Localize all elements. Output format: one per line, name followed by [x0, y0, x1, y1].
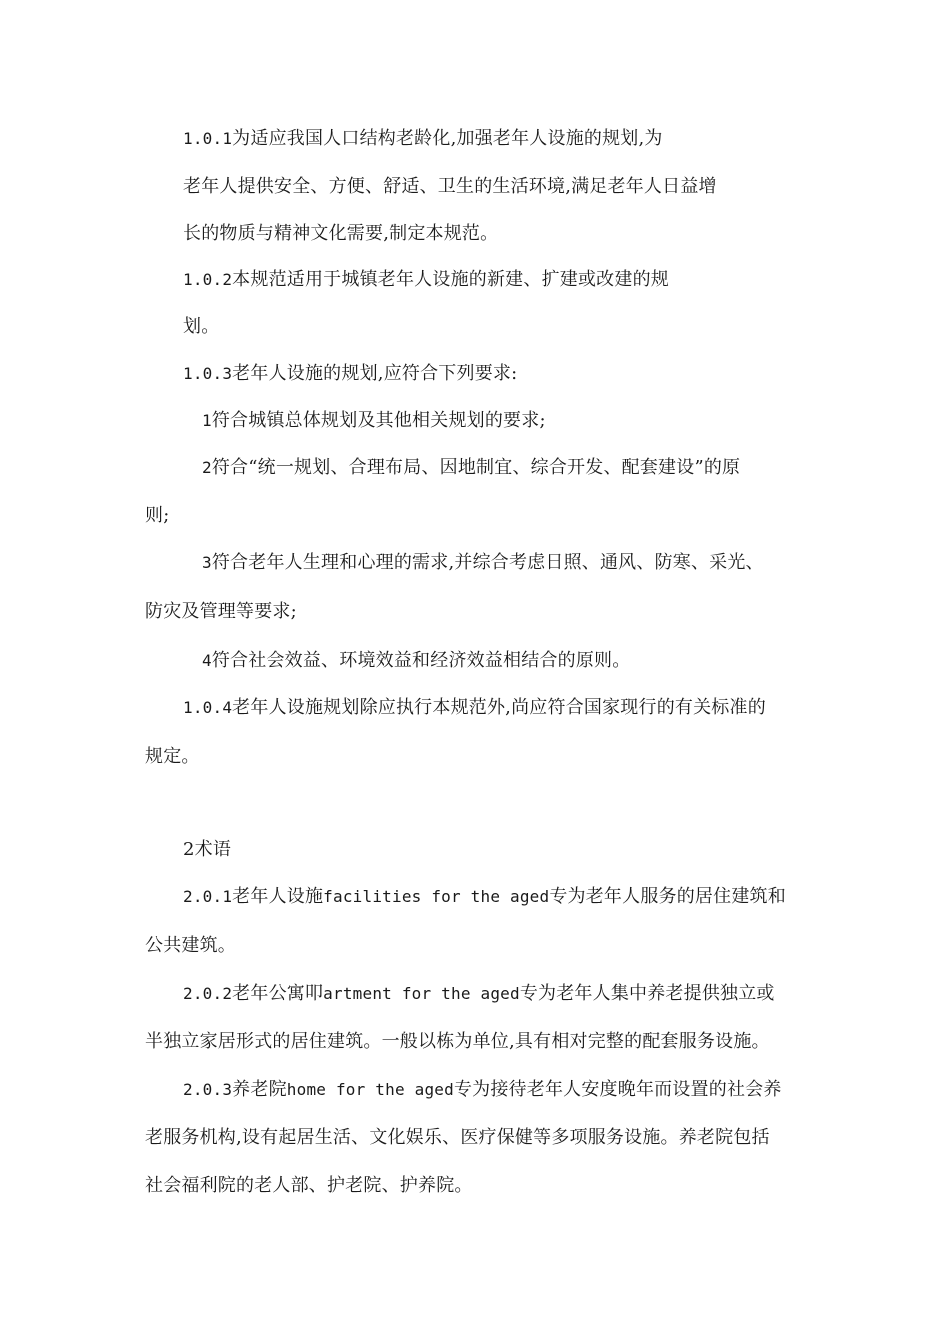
- list-item-3: [202, 551, 764, 575]
- clause-text: 本规范适用于城镇老年人设施的新建、扩建或改建的规: [232, 269, 669, 290]
- clause-1-0-4-line-2: 规定。: [145, 746, 200, 767]
- clause-number: 1.0.4: [183, 698, 233, 717]
- clause-text: 专为老年人服务的居住建筑和: [549, 886, 786, 907]
- item-text: 符合社会效益、环境效益和经济效益相结合的原则。: [211, 650, 631, 671]
- list-item-3-cont: 防灾及管理等要求;: [145, 601, 297, 622]
- english-term: artment for the aged: [323, 984, 520, 1003]
- clause-term: 老年人设施: [232, 886, 324, 907]
- english-term: facilities for the aged: [323, 887, 550, 906]
- clause-2-0-1-line-1: [183, 885, 786, 909]
- item-text: 符合“统一规划、合理布局、因地制宜、综合开发、配套建设”的原: [211, 457, 741, 478]
- clause-1-0-3-line-1: [183, 362, 517, 386]
- clause-1-0-2-line-2: 划。: [183, 316, 220, 337]
- clause-2-0-1-line-2: 公共建筑。: [145, 935, 236, 956]
- list-item-2-cont: 则;: [145, 505, 170, 526]
- item-number: 2: [202, 458, 212, 477]
- clause-number: 2.0.3: [183, 1080, 233, 1099]
- clause-text: 专为老年人集中养老提供独立或: [519, 983, 775, 1004]
- item-text: 符合老年人生理和心理的需求,并综合考虑日照、通风、防寒、采光、: [211, 552, 764, 573]
- clause-2-0-3-line-2: 老服务机构,设有起居生活、文化娱乐、医疗保健等多项服务设施。养老院包括: [145, 1127, 770, 1148]
- list-item-1: [202, 409, 546, 433]
- section-heading: 2术语: [183, 839, 232, 860]
- clause-1-0-1-line-2: 老年人提供安全、方便、舒适、卫生的生活环境,满足老年人日益增: [183, 176, 717, 197]
- english-term: home for the aged: [286, 1080, 454, 1099]
- item-text: 符合城镇总体规划及其他相关规划的要求;: [211, 410, 546, 431]
- list-item-4: [202, 649, 630, 673]
- item-number: 1: [202, 411, 212, 430]
- clause-2-0-3-line-3: 社会福利院的老人部、护老院、护养院。: [145, 1175, 473, 1196]
- clause-2-0-2-line-1: [183, 982, 775, 1006]
- clause-number: 1.0.3: [183, 364, 233, 383]
- clause-1-0-4-line-1: [183, 696, 766, 720]
- clause-number: 1.0.2: [183, 270, 233, 289]
- clause-1-0-2-line-1: [183, 268, 669, 292]
- clause-number: 2.0.1: [183, 887, 233, 906]
- item-number: 4: [202, 651, 212, 670]
- clause-text: 为适应我国人口结构老龄化,加强老年人设施的规划,为: [232, 128, 663, 149]
- list-item-2: [202, 456, 740, 480]
- clause-term: 养老院: [232, 1079, 287, 1100]
- clause-text: 老年人设施规划除应执行本规范外,尚应符合国家现行的有关标准的: [232, 697, 766, 718]
- clause-1-0-1-line-1: [183, 127, 663, 151]
- clause-text: 老年人设施的规划,应符合下列要求:: [232, 363, 518, 384]
- clause-text: 专为接待老年人安度晚年而设置的社会养: [453, 1079, 782, 1100]
- clause-term: 老年公寓叩: [232, 983, 324, 1004]
- clause-number: 2.0.2: [183, 984, 233, 1003]
- clause-number: 1.0.1: [183, 129, 233, 148]
- item-number: 3: [202, 553, 212, 572]
- clause-1-0-1-line-3: 长的物质与精神文化需要,制定本规范。: [183, 223, 499, 244]
- clause-2-0-2-line-2: 半独立家居形式的居住建筑。一般以栋为单位,具有相对完整的配套服务设施。: [145, 1031, 770, 1052]
- clause-2-0-3-line-1: [183, 1078, 782, 1102]
